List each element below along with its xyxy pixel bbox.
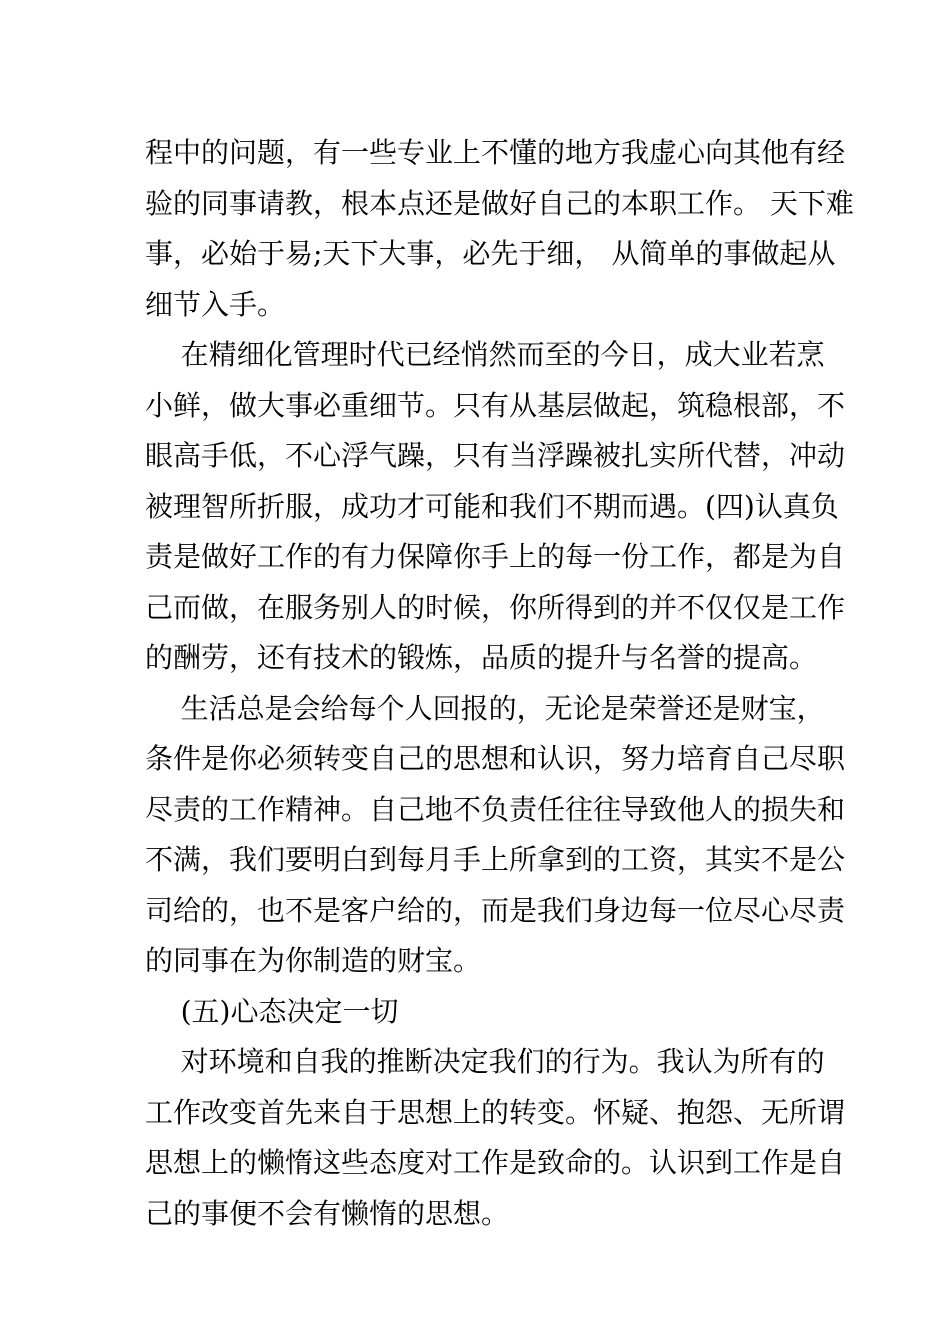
- text-line: 工作改变首先来自于思想上的转变。怀疑、抱怨、无所谓: [145, 1095, 846, 1129]
- text-line: 事，必始于易;天下大事，必先于细， 从简单的事做起从: [145, 237, 836, 270]
- paragraph-5: [145, 1037, 846, 1239]
- text-line: 验的同事请教，根本点还是做好自己的本职工作。 天下难: [145, 186, 854, 220]
- text-line: 不满，我们要明白到每月手上所拿到的工资，其实不是公: [145, 843, 846, 876]
- text-line: 己的事便不会有懒惰的思想。: [145, 1196, 510, 1230]
- paragraph-1: [145, 128, 854, 330]
- paragraph-2: [145, 330, 846, 684]
- text-line: 生活总是会给每个人回报的，无论是荣誉还是财宝，: [145, 691, 825, 725]
- text-line: 对环境和自我的推断决定我们的行为。我认为所有的: [145, 1045, 825, 1078]
- document-body: [145, 128, 854, 1239]
- text-line: 条件是你必须转变自己的思想和认识，努力培育自己尽职: [145, 742, 846, 775]
- text-line: 眼高手低，不心浮气躁，只有当浮躁被扎实所代替，冲动: [145, 439, 846, 472]
- text-line: 尽责的工作精神。自己地不负责任往往导致他人的损失和: [145, 792, 846, 826]
- text-line: 司给的，也不是客户给的，而是我们身边每一位尽心尽责: [145, 893, 846, 927]
- section-heading: [145, 987, 817, 1038]
- paragraph-3: [145, 684, 846, 987]
- heading-line: (五)心态决定一切: [145, 994, 399, 1028]
- text-line: 细节入手。: [145, 287, 286, 321]
- text-line: 的同事在为你制造的财宝。: [145, 944, 482, 977]
- text-line: 程中的问题，有一些专业上不懂的地方我虚心向其他有经: [145, 136, 846, 169]
- text-line: 的酬劳，还有技术的锻炼，品质的提升与名誉的提高。: [145, 641, 818, 674]
- text-line: 在精细化管理时代已经悄然而至的今日，成大业若烹: [145, 338, 825, 371]
- text-line: 小鲜，做大事必重细节。只有从基层做起，筑稳根部，不: [145, 388, 846, 422]
- text-line: 责是做好工作的有力保障你手上的每一份工作，都是为自: [145, 540, 846, 573]
- text-line: 思想上的懒惰这些态度对工作是致命的。认识到工作是自: [145, 1146, 846, 1179]
- text-line: 被理智所折服，成功才可能和我们不期而遇。(四)认真负: [145, 489, 839, 523]
- text-line: 己而做，在服务别人的时候，你所得到的并不仅仅是工作: [145, 590, 846, 624]
